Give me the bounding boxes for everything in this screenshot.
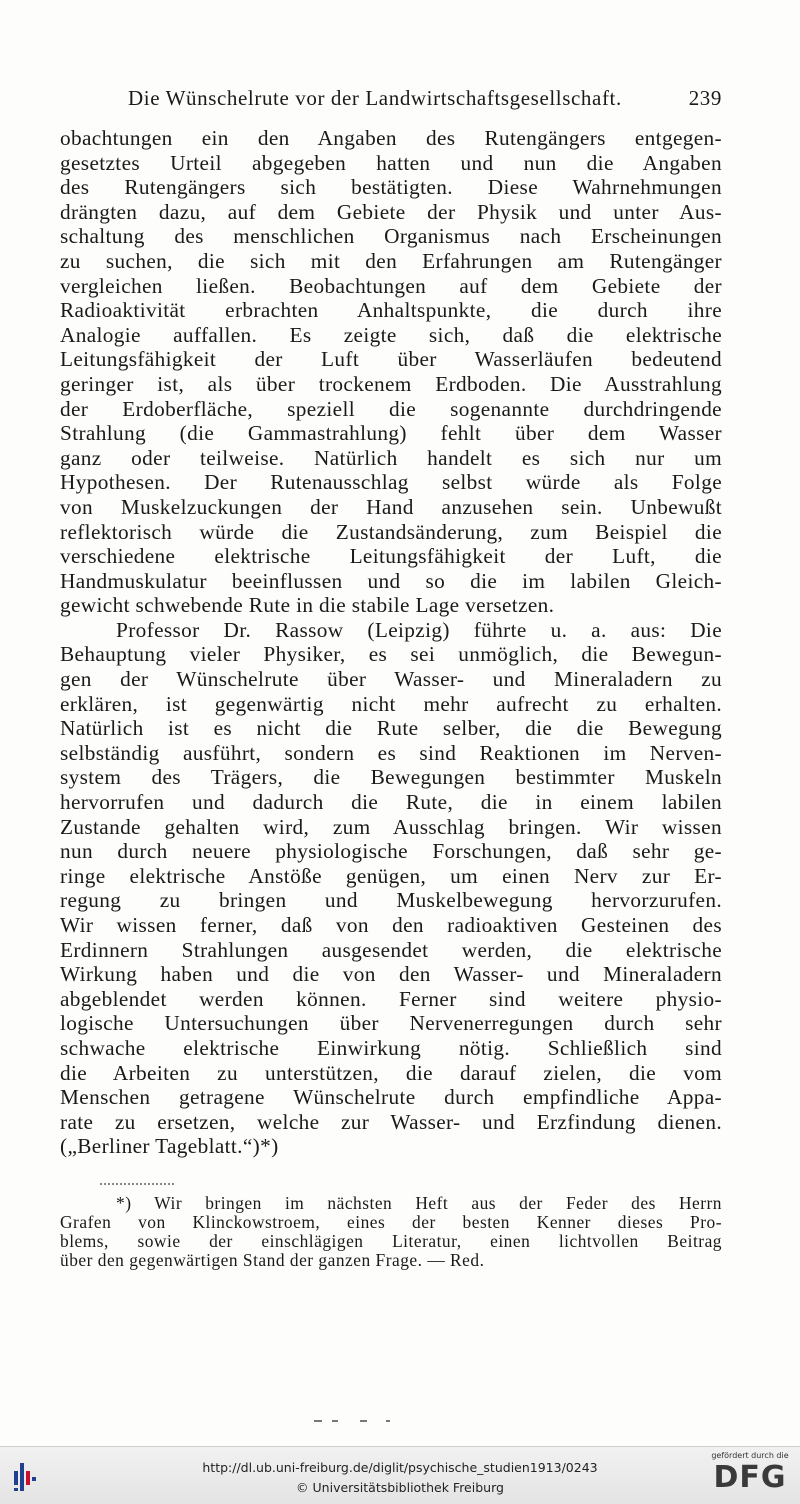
text-line: hervorrufen und dadurch die Rute, die in einem labilen [60,790,722,815]
text-line: reflektorisch würde die Zustandsänderung, zum Beispiel die [60,519,722,544]
footnote-line: blems, sowie der einschlägigen Literatur, einen lichtvollen Beitrag [60,1231,722,1251]
text-line: Erdinnern Strahlungen ausgesendet werden, die elektrische [60,937,722,962]
text-line: Wir wissen ferner, daß von den radioaktiven Gesteinen des [60,913,722,937]
footnote [60,1194,722,1270]
text-line: der Erdoberfläche, speziell die sogenannte durchdringende [60,396,722,421]
footnote-line: *) Wir bringen im nächsten Heft aus der Feder des Herrn [116,1193,722,1213]
page-number: 239 [688,86,722,110]
text-line: schwache elektrische Einwirkung nötig. Schließlich sind [60,1035,722,1060]
text-line: Menschen getragene Wünschelrute durch empfindliche Appa- [60,1085,722,1110]
text-line: Strahlung (die Gammastrahlung) fehlt über dem Wasser [60,421,722,446]
text-line: ringe elektrische Anstöße genügen, um einen Nerv zur Er- [60,863,722,888]
text-line: Professor Dr. Rassow (Leipzig) führte u. a. aus: Die [116,617,722,642]
text-line: verschiedene elektrische Leitungsfähigkeit der Luft, die [60,544,722,569]
text-line: ganz oder teilweise. Natürlich handelt es sich nur um [60,445,722,470]
copyright-notice: © Universitätsbibliothek Freiburg [296,1480,504,1495]
text-line: die Arbeiten zu unterstützen, die darauf zielen, die vom [60,1060,722,1085]
text-line: Natürlich ist es nicht die Rute selber, die die Bewegung [60,716,722,741]
text-line: Behauptung vieler Physiker, es sei unmöglich, die Bewegun- [60,642,722,667]
running-head [128,86,722,116]
footnote-separator [100,1183,174,1185]
text-line: Wirkung haben und die von den Wasser- und Mineraladern [60,962,722,987]
dfg-logo: DFG [713,1460,787,1495]
text-line: regung zu bringen und Muskelbewegung hervorzurufen. [60,888,722,913]
text-line: gewicht schwebende Rute in die stabile Lage versetzen. [60,593,555,618]
dfg-funding-badge[interactable] [706,1451,794,1503]
text-line: Zustande gehalten wird, zum Ausschlag bringen. Wir wissen [60,814,722,839]
text-line: drängten dazu, auf dem Gebiete der Physik und unter Aus- [60,199,722,224]
text-line: gesetztes Urteil abgegeben hatten und nun die Angaben [60,150,722,175]
text-line: des Rutengängers sich bestätigten. Diese Wahrnehmungen [60,175,722,200]
text-line: gen der Wünschelrute über Wasser- und Mineraladern zu [60,667,722,692]
viewer-footer [0,1446,800,1504]
text-line: nun durch neuere physiologische Forschungen, daß sehr ge- [60,839,722,864]
text-line: Hypothesen. Der Rutenausschlag selbst würde als Folge [60,470,722,495]
running-title: Die Wünschelrute vor der Landwirtschaftsgesellschaft. [128,86,622,110]
text-line: geringer ist, als über trockenem Erdboden. Die Ausstrahlung [60,371,722,396]
text-line: obachtungen ein den Angaben des Rutengängers entgegen- [60,126,722,150]
text-line: („Berliner Tageblatt.“)*) [60,1134,279,1159]
text-line: logische Untersuchungen über Nervenerregungen durch sehr [60,1011,722,1036]
footnote-line: über den gegenwärtigen Stand der ganzen Frage. — Red. [60,1250,485,1270]
text-line: Radioaktivität erbrachten Anhaltspunkte, die durch ihre [60,298,722,323]
text-line: abgeblendet werden können. Ferner sind weitere physio- [60,986,722,1011]
text-line: vergleichen ließen. Beobachtungen auf dem Gebiete der [60,273,722,298]
text-line: zu suchen, die sich mit den Erfahrungen am Rutengänger [60,248,722,273]
scan-specks [310,1418,400,1424]
text-line: Handmuskulatur beeinflussen und so die im labilen Gleich- [60,568,722,593]
funding-note: gefördert durch die [711,1451,789,1460]
text-line: rate zu ersetzen, welche zur Wasser- und Erzfindung dienen. [60,1109,722,1134]
body-text [60,126,722,1159]
text-line: schaltung des menschlichen Organismus nach Erscheinungen [60,224,722,249]
footnote-line: Grafen von Klinckowstroem, eines der besten Kenner dieses Pro- [60,1212,722,1232]
text-line: erklären, ist gegenwärtig nicht mehr aufrecht zu erhalten. [60,691,722,716]
permalink-url[interactable]: http://dl.ub.uni-freiburg.de/diglit/psychische_studien1913/0243 [202,1460,598,1475]
text-line: Leitungsfähigkeit der Luft über Wasserläufen bedeutend [60,347,722,372]
text-line: von Muskelzuckungen der Hand anzusehen sein. Unbewußt [60,494,722,519]
text-line: selbständig ausführt, sondern es sind Reaktionen im Nerven- [60,740,722,765]
text-line: Analogie auffallen. Es zeigte sich, daß die elektrische [60,322,722,347]
text-line: system des Trägers, die Bewegungen bestimmter Muskeln [60,765,722,790]
